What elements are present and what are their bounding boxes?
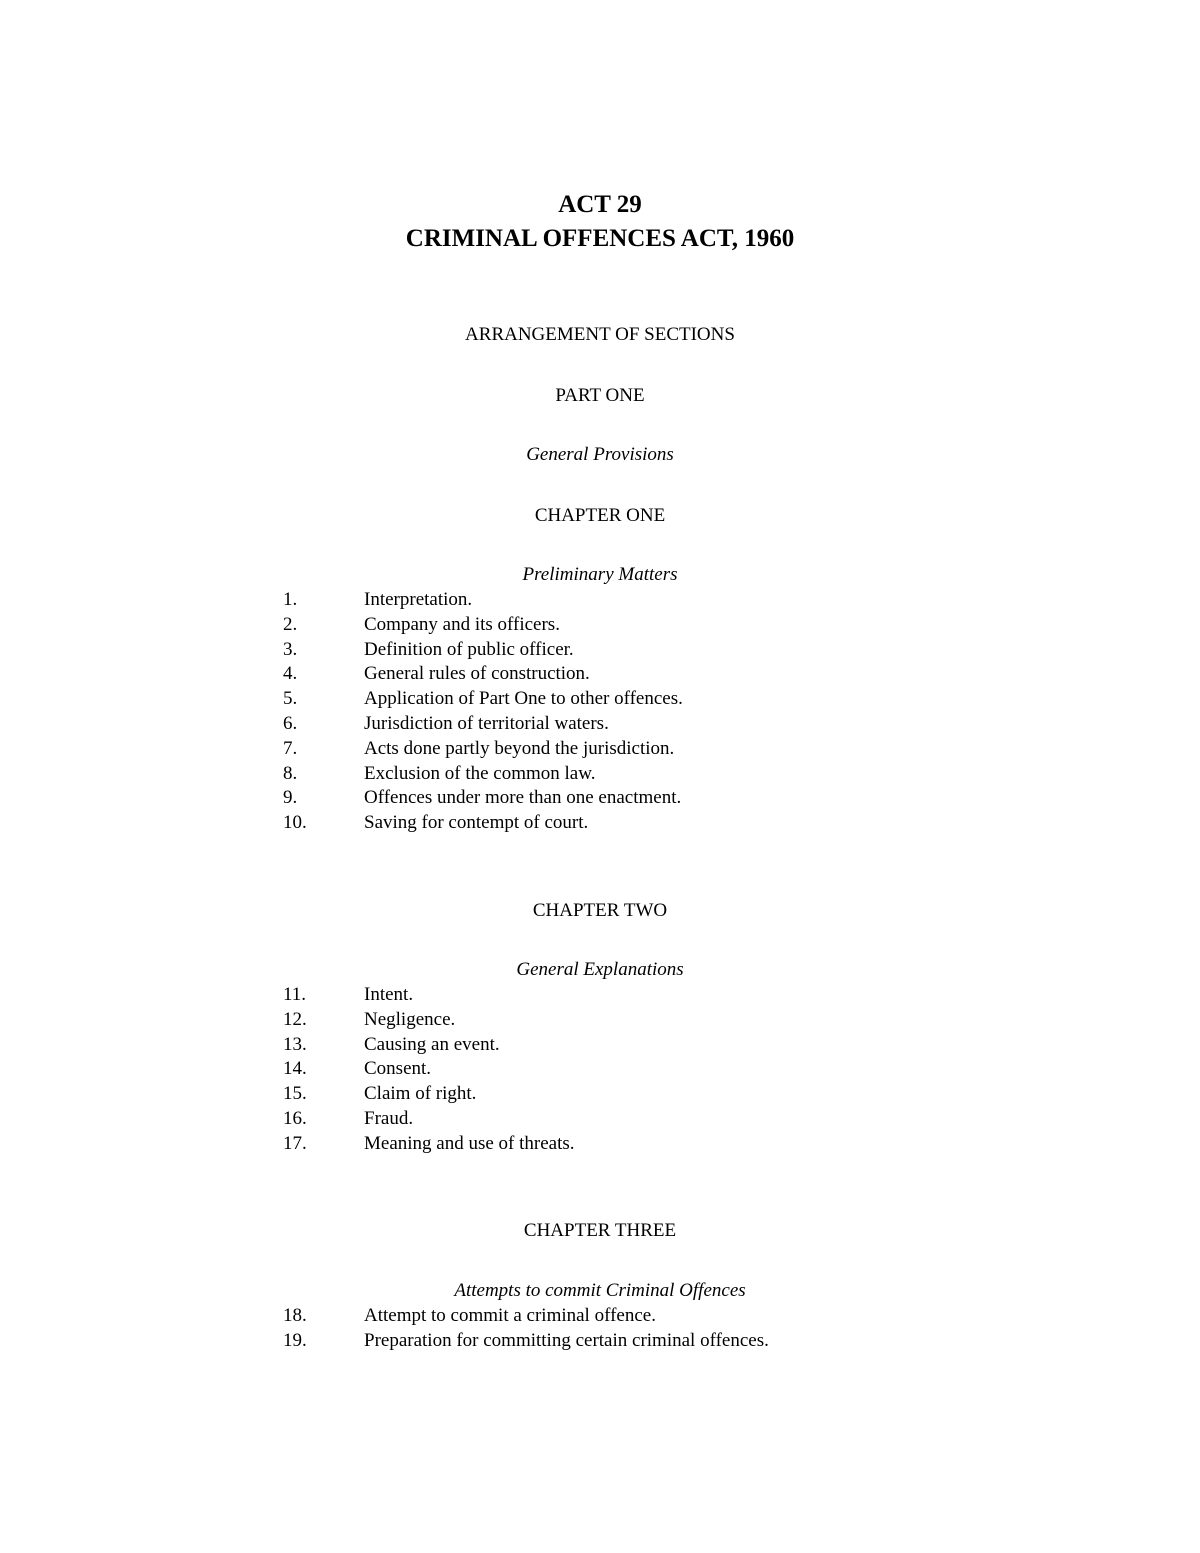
section-number: 7. <box>283 737 298 759</box>
section-title: Causing an event. <box>364 1033 500 1055</box>
section-number: 19. <box>283 1329 307 1351</box>
act-title: CRIMINAL OFFENCES ACT, 1960 <box>405 225 795 252</box>
section-title: Acts done partly beyond the jurisdiction. <box>364 737 675 759</box>
section-number: 4. <box>283 663 298 685</box>
section-item <box>283 1132 575 1157</box>
part-subtitle: General Provisions <box>526 444 674 465</box>
section-number: 2. <box>283 613 298 635</box>
section-title: Intent. <box>364 984 414 1005</box>
chapter-three-subtitle: Attempts to commit Criminal Offences <box>454 1280 746 1301</box>
section-item <box>283 811 683 836</box>
chapter-two-subtitle: General Explanations <box>516 959 684 980</box>
section-number: 8. <box>283 762 298 784</box>
section-title: Preparation for committing certain criminal offences. <box>364 1329 769 1351</box>
section-item <box>283 983 575 1008</box>
section-title: General rules of construction. <box>364 663 590 685</box>
section-title: Interpretation. <box>364 589 473 610</box>
section-title: Saving for contempt of court. <box>364 812 589 834</box>
section-number: 3. <box>283 638 298 660</box>
section-title: Meaning and use of threats. <box>364 1132 575 1154</box>
part-label: PART ONE <box>555 385 645 406</box>
section-number: 12. <box>283 1008 307 1030</box>
arrangement-heading: ARRANGEMENT OF SECTIONS <box>465 324 735 345</box>
section-title: Definition of public officer. <box>364 638 574 660</box>
section-item <box>283 1008 575 1033</box>
section-item <box>283 1107 575 1132</box>
chapter-one-sections <box>283 588 683 836</box>
chapter-one-subtitle: Preliminary Matters <box>522 564 678 585</box>
section-number: 18. <box>283 1305 307 1326</box>
section-number: 6. <box>283 712 298 734</box>
chapter-one-label: CHAPTER ONE <box>534 505 666 526</box>
section-item <box>283 1304 769 1329</box>
section-item <box>283 662 683 687</box>
section-title: Offences under more than one enactment. <box>364 787 682 809</box>
section-item <box>283 1082 575 1107</box>
section-item <box>283 712 683 737</box>
section-title: Fraud. <box>364 1107 414 1129</box>
section-number: 9. <box>283 787 298 809</box>
section-number: 13. <box>283 1033 307 1055</box>
section-title: Negligence. <box>364 1008 456 1030</box>
section-number: 11. <box>283 984 307 1005</box>
section-item <box>283 588 683 613</box>
chapter-three-sections <box>283 1304 769 1354</box>
section-item <box>283 1057 575 1082</box>
section-item <box>283 737 683 762</box>
section-item <box>283 786 683 811</box>
section-number: 10. <box>283 812 307 834</box>
section-item <box>283 638 683 663</box>
chapter-three-label: CHAPTER THREE <box>523 1220 677 1241</box>
section-title: Attempt to commit a criminal offence. <box>364 1305 656 1326</box>
section-item <box>283 1033 575 1058</box>
section-number: 5. <box>283 688 298 710</box>
section-title: Company and its officers. <box>364 613 560 635</box>
section-number: 14. <box>283 1058 307 1080</box>
section-title: Jurisdiction of territorial waters. <box>364 712 609 734</box>
section-title: Exclusion of the common law. <box>364 762 596 784</box>
section-number: 15. <box>283 1083 307 1105</box>
section-number: 16. <box>283 1107 307 1129</box>
section-item <box>283 687 683 712</box>
section-item <box>283 762 683 787</box>
section-title: Application of Part One to other offences. <box>364 688 683 710</box>
section-title: Consent. <box>364 1058 432 1080</box>
act-number: ACT 29 <box>558 191 642 218</box>
section-title: Claim of right. <box>364 1083 477 1105</box>
section-number: 1. <box>283 589 298 610</box>
section-item <box>283 613 683 638</box>
section-item <box>283 1329 769 1354</box>
chapter-two-label: CHAPTER TWO <box>532 900 668 921</box>
section-number: 17. <box>283 1132 307 1154</box>
chapter-two-sections <box>283 983 575 1157</box>
